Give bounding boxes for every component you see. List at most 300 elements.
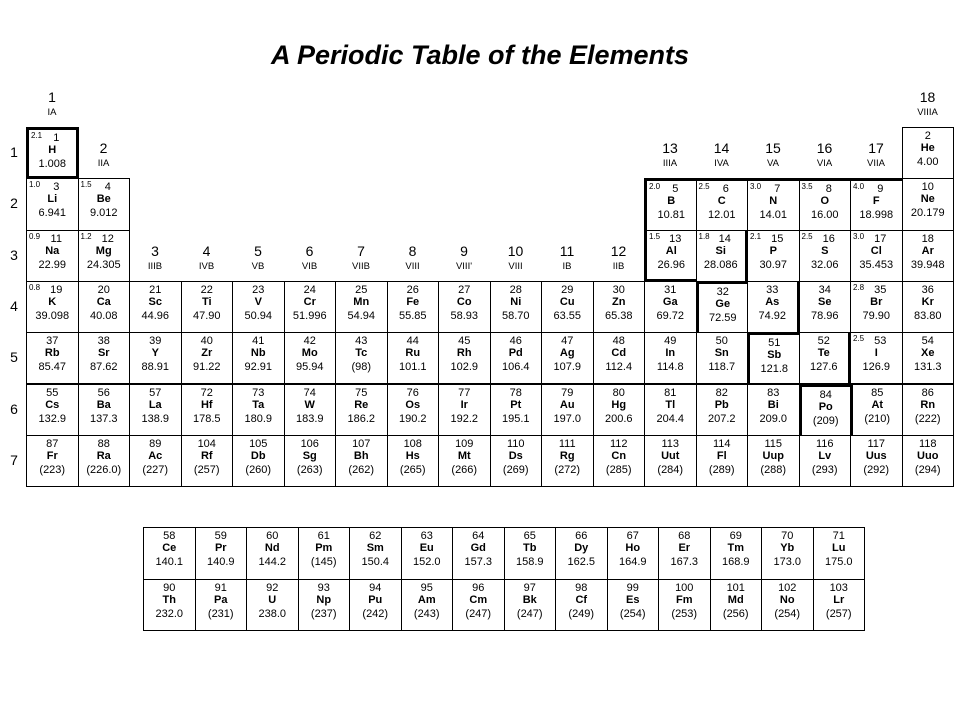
group-header (387, 243, 439, 273)
atomic-mass: 197.0 (553, 412, 582, 425)
element-symbol: Uup (762, 449, 784, 462)
element-zr[interactable] (181, 332, 234, 384)
element-symbol: Fr (46, 449, 58, 462)
element-cl[interactable] (850, 230, 903, 282)
element-cf[interactable] (555, 579, 608, 632)
atomic-mass: 144.2 (258, 556, 287, 568)
atomic-mass: 232.0 (155, 607, 184, 620)
atomic-mass: 55.85 (398, 309, 427, 322)
electronegativity: 2.1 (750, 231, 762, 241)
electronegativity: 1.8 (698, 231, 710, 241)
element-symbol: Br (870, 295, 883, 308)
element-ho[interactable] (607, 527, 660, 580)
atomic-mass: 107.9 (553, 361, 582, 374)
element-bk[interactable] (504, 579, 557, 632)
element-h[interactable] (26, 127, 79, 179)
element-bh[interactable] (335, 435, 388, 487)
element-ni[interactable] (490, 281, 543, 333)
atomic-mass: 22.99 (38, 258, 67, 271)
element-db[interactable] (232, 435, 285, 487)
element-zn[interactable] (593, 281, 646, 333)
element-hf[interactable] (181, 384, 234, 436)
atomic-mass: 132.9 (38, 412, 67, 425)
atomic-mass: 1.008 (38, 158, 67, 170)
element-rf[interactable] (181, 435, 234, 487)
group-number: 16 (816, 140, 833, 157)
element-al[interactable] (644, 230, 697, 282)
atomic-mass: (263) (296, 463, 323, 476)
element-symbol: Mo (301, 347, 318, 360)
element-cr[interactable] (284, 281, 337, 333)
element-w[interactable] (284, 384, 337, 436)
group-roman: IB (562, 260, 572, 272)
element-se[interactable] (799, 281, 852, 333)
element-symbol: Cf (575, 593, 588, 606)
atomic-mass: (247) (516, 607, 543, 620)
element-gd[interactable] (452, 527, 505, 580)
element-fr[interactable] (26, 435, 79, 487)
atomic-mass: 207.2 (707, 412, 736, 425)
atomic-number: 16 (822, 232, 835, 245)
element-sn[interactable] (696, 332, 749, 384)
element-symbol: Hf (200, 398, 213, 411)
atomic-mass: (284) (657, 463, 684, 476)
element-b[interactable] (644, 178, 697, 230)
atomic-mass: 65.38 (604, 309, 633, 322)
element-rb[interactable] (26, 332, 79, 384)
element-mg[interactable] (78, 230, 131, 282)
electronegativity: 2.0 (649, 182, 661, 192)
group-roman: IIIA (662, 158, 678, 170)
element-k[interactable] (26, 281, 79, 333)
atomic-mass: (266) (451, 463, 478, 476)
atomic-mass: 126.9 (862, 361, 891, 374)
element-uup[interactable] (747, 435, 800, 487)
element-uus[interactable] (850, 435, 903, 487)
element-symbol: Ni (510, 295, 522, 308)
element-symbol: As (765, 295, 780, 308)
atomic-number: 82 (715, 386, 728, 399)
element-symbol: V (254, 295, 262, 308)
element-symbol: U (268, 593, 277, 606)
element-mt[interactable] (438, 435, 491, 487)
group-header (747, 140, 799, 170)
element-pb[interactable] (696, 384, 749, 436)
group-header (78, 140, 130, 170)
element-pa[interactable] (195, 579, 248, 632)
element-symbol: Co (456, 295, 472, 308)
atomic-number: 46 (509, 335, 522, 348)
atomic-mass: 140.1 (155, 556, 184, 568)
element-ge[interactable] (696, 281, 749, 333)
atomic-number: 62 (369, 530, 382, 542)
element-cm[interactable] (452, 579, 505, 632)
element-as[interactable] (747, 281, 800, 333)
group-roman: VIII' (455, 260, 473, 272)
atomic-number: 100 (675, 581, 694, 594)
atomic-number: 106 (300, 437, 319, 450)
atomic-mass: 79.90 (862, 309, 891, 322)
electronegativity: 2.5 (853, 334, 865, 344)
element-tb[interactable] (504, 527, 557, 580)
element-sc[interactable] (129, 281, 182, 333)
element-symbol: Fe (406, 295, 420, 308)
atomic-mass: (292) (863, 463, 890, 476)
atomic-number: 22 (200, 283, 213, 296)
element-ar[interactable] (902, 230, 955, 282)
atomic-mass: 47.90 (192, 309, 221, 322)
atomic-mass: 51.996 (292, 309, 327, 322)
period-label: 5 (10, 349, 18, 366)
atomic-mass: (256) (722, 607, 749, 620)
element-hg[interactable] (593, 384, 646, 436)
element-cn[interactable] (593, 435, 646, 487)
atomic-number: 44 (406, 335, 419, 348)
atomic-number: 72 (200, 386, 213, 399)
element-symbol: Bh (353, 449, 369, 462)
atomic-number: 102 (778, 581, 797, 594)
atomic-number: 43 (355, 335, 368, 348)
atomic-mass: 18.998 (859, 209, 894, 222)
group-roman: VIIA (867, 158, 885, 170)
element-symbol: Pu (368, 593, 383, 606)
element-la[interactable] (129, 384, 182, 436)
element-symbol: Kr (921, 295, 934, 308)
element-te[interactable] (799, 332, 852, 384)
element-i[interactable] (850, 332, 903, 384)
atomic-mass: 74.92 (758, 309, 787, 322)
element-md[interactable] (710, 579, 763, 632)
atomic-mass: 238.0 (258, 607, 287, 620)
element-dy[interactable] (555, 527, 608, 580)
element-at[interactable] (850, 384, 903, 436)
atomic-number: 19 (50, 283, 63, 296)
atomic-mass: (254) (774, 607, 801, 620)
element-pd[interactable] (490, 332, 543, 384)
element-ag[interactable] (541, 332, 594, 384)
atomic-mass: (294) (914, 463, 941, 476)
element-fe[interactable] (387, 281, 440, 333)
element-symbol: Cm (469, 593, 488, 606)
element-ra[interactable] (78, 435, 131, 487)
element-symbol: Db (250, 449, 266, 462)
atomic-mass: (254) (619, 607, 646, 620)
group-roman: IIB (612, 260, 625, 272)
group-roman: IVA (714, 158, 729, 170)
element-xe[interactable] (902, 332, 955, 384)
element-pm[interactable] (298, 527, 351, 580)
atomic-mass: (260) (245, 463, 272, 476)
atomic-number: 30 (612, 283, 625, 296)
atomic-number: 35 (874, 283, 887, 296)
atomic-number: 51 (768, 337, 781, 350)
atomic-mass: (257) (193, 463, 220, 476)
atomic-number: 28 (509, 283, 522, 296)
group-roman: VA (767, 158, 779, 170)
atomic-mass: 112.4 (605, 361, 633, 374)
element-br[interactable] (850, 281, 903, 333)
atomic-mass: 44.96 (141, 309, 170, 322)
element-cu[interactable] (541, 281, 594, 333)
element-np[interactable] (298, 579, 351, 632)
atomic-number: 59 (214, 530, 227, 542)
element-th[interactable] (143, 579, 196, 632)
atomic-number: 118 (918, 437, 937, 450)
element-symbol: Pa (214, 593, 228, 606)
element-symbol: Cl (870, 244, 882, 257)
element-symbol: Hs (405, 449, 420, 462)
element-symbol: Zn (612, 295, 626, 308)
element-o[interactable] (799, 178, 852, 230)
element-uut[interactable] (644, 435, 697, 487)
atomic-mass: 20.179 (910, 207, 945, 220)
element-sb[interactable] (747, 332, 800, 384)
group-number: 17 (868, 140, 884, 157)
element-lv[interactable] (799, 435, 852, 487)
element-n[interactable] (747, 178, 800, 230)
atomic-mass: 32.06 (810, 258, 839, 271)
atomic-mass: 26.96 (657, 258, 686, 271)
element-symbol: Sc (148, 295, 162, 308)
element-re[interactable] (335, 384, 388, 436)
element-mo[interactable] (284, 332, 337, 384)
atomic-mass: 39.098 (35, 309, 70, 322)
atomic-mass: 35.453 (859, 258, 894, 271)
element-symbol: Ba (96, 398, 111, 411)
element-c[interactable] (696, 178, 749, 230)
element-symbol: Rn (920, 398, 936, 411)
atomic-number: 9 (877, 183, 884, 196)
atomic-mass: 28.086 (703, 258, 738, 271)
element-ce[interactable] (143, 527, 196, 580)
element-cd[interactable] (593, 332, 646, 384)
element-ta[interactable] (232, 384, 285, 436)
element-cs[interactable] (26, 384, 79, 436)
element-pr[interactable] (195, 527, 248, 580)
atomic-number: 21 (149, 283, 162, 296)
element-si[interactable] (696, 230, 749, 282)
element-uuo[interactable] (902, 435, 955, 487)
element-ba[interactable] (78, 384, 131, 436)
element-symbol: Pt (510, 398, 522, 411)
element-symbol: Fm (676, 593, 693, 606)
element-symbol: H (48, 144, 57, 156)
atomic-mass: (222) (914, 412, 941, 425)
element-po[interactable] (799, 384, 852, 436)
group-number: 4 (202, 242, 211, 259)
element-symbol: Lu (832, 542, 846, 554)
element-rn[interactable] (902, 384, 955, 436)
element-li[interactable] (26, 178, 79, 230)
atomic-number: 83 (767, 386, 780, 399)
element-tc[interactable] (335, 332, 388, 384)
atomic-mass: (226.0) (86, 463, 122, 476)
element-tm[interactable] (710, 527, 763, 580)
atomic-number: 41 (252, 335, 265, 348)
element-symbol: Mn (353, 295, 370, 308)
atomic-mass: 69.72 (656, 309, 685, 322)
element-symbol: Sn (714, 347, 729, 360)
atomic-mass: (288) (760, 463, 787, 476)
element-co[interactable] (438, 281, 491, 333)
element-rh[interactable] (438, 332, 491, 384)
atomic-number: 63 (420, 530, 433, 542)
element-sg[interactable] (284, 435, 337, 487)
atomic-mass: 50.94 (244, 309, 273, 322)
atomic-number: 17 (874, 232, 887, 245)
atomic-number: 8 (825, 183, 832, 196)
element-rg[interactable] (541, 435, 594, 487)
element-fl[interactable] (696, 435, 749, 487)
atomic-number: 47 (561, 335, 574, 348)
atomic-number: 20 (97, 283, 110, 296)
element-lu[interactable] (813, 527, 866, 580)
element-os[interactable] (387, 384, 440, 436)
atomic-mass: (98) (351, 361, 372, 374)
atomic-mass: 138.9 (141, 412, 170, 425)
group-roman: VIIB (352, 260, 370, 272)
element-au[interactable] (541, 384, 594, 436)
element-symbol: Yb (780, 542, 795, 554)
element-nd[interactable] (246, 527, 299, 580)
atomic-number: 68 (678, 530, 691, 542)
atomic-mass: 24.305 (86, 258, 121, 271)
element-eu[interactable] (401, 527, 454, 580)
period-label: 3 (10, 246, 18, 263)
atomic-number: 71 (832, 530, 845, 542)
element-sr[interactable] (78, 332, 131, 384)
atomic-number: 31 (664, 283, 677, 296)
element-es[interactable] (607, 579, 660, 632)
group-header (335, 243, 387, 273)
atomic-number: 49 (664, 335, 677, 348)
group-number: 5 (254, 242, 262, 259)
element-symbol: Cu (559, 295, 575, 308)
element-symbol: Rg (559, 449, 575, 462)
element-lr[interactable] (813, 579, 866, 632)
element-mn[interactable] (335, 281, 388, 333)
element-fm[interactable] (658, 579, 711, 632)
element-symbol: Ar (921, 244, 934, 257)
element-yb[interactable] (761, 527, 814, 580)
element-bi[interactable] (747, 384, 800, 436)
group-number: 15 (765, 140, 781, 157)
atomic-mass: 40.08 (89, 309, 118, 322)
element-symbol: Po (818, 400, 833, 413)
element-y[interactable] (129, 332, 182, 384)
element-symbol: Uut (661, 449, 680, 462)
element-ga[interactable] (644, 281, 697, 333)
atomic-number: 23 (252, 283, 265, 296)
atomic-number: 65 (523, 530, 536, 542)
element-p[interactable] (747, 230, 800, 282)
element-symbol: Ca (96, 295, 111, 308)
period-label: 7 (10, 451, 18, 468)
group-number: 12 (610, 242, 627, 259)
atomic-mass: (272) (554, 463, 581, 476)
element-er[interactable] (658, 527, 711, 580)
atomic-number: 84 (819, 388, 832, 401)
element-symbol: Ce (162, 542, 177, 554)
element-he[interactable] (902, 127, 955, 179)
element-na[interactable] (26, 230, 79, 282)
group-number: 11 (559, 242, 575, 259)
group-number: 3 (151, 242, 159, 259)
group-roman: VIII (405, 260, 420, 272)
element-symbol: Am (417, 593, 436, 606)
element-symbol: Bi (767, 398, 779, 411)
element-hs[interactable] (387, 435, 440, 487)
group-header (644, 140, 696, 170)
element-ru[interactable] (387, 332, 440, 384)
atomic-number: 26 (406, 283, 419, 296)
element-u[interactable] (246, 579, 299, 632)
element-ac[interactable] (129, 435, 182, 487)
element-ti[interactable] (181, 281, 234, 333)
element-symbol: Ra (96, 449, 111, 462)
atomic-mass: (289) (708, 463, 735, 476)
atomic-number: 79 (561, 386, 574, 399)
element-s[interactable] (799, 230, 852, 282)
element-ca[interactable] (78, 281, 131, 333)
atomic-number: 78 (509, 386, 522, 399)
element-symbol: K (48, 295, 57, 308)
element-symbol: Cd (611, 347, 627, 360)
group-roman: IA (47, 107, 57, 118)
element-ne[interactable] (902, 178, 955, 230)
atomic-mass: 192.2 (450, 412, 479, 425)
atomic-number: 74 (303, 386, 316, 399)
element-symbol: W (304, 398, 315, 411)
element-symbol: Rh (456, 347, 472, 360)
element-pu[interactable] (349, 579, 402, 632)
atomic-mass: 101.1 (398, 361, 427, 374)
element-sm[interactable] (349, 527, 402, 580)
element-nb[interactable] (232, 332, 285, 384)
element-symbol: Ru (405, 347, 421, 360)
atomic-number: 75 (355, 386, 368, 399)
atomic-mass: 58.93 (450, 309, 479, 322)
element-be[interactable] (78, 178, 131, 230)
element-symbol: B (667, 195, 676, 208)
atomic-mass: 9.012 (89, 207, 118, 220)
atomic-number: 61 (317, 530, 330, 542)
element-symbol: Dy (574, 542, 589, 554)
group-roman: VB (251, 260, 265, 272)
element-ds[interactable] (490, 435, 543, 487)
element-pt[interactable] (490, 384, 543, 436)
element-in[interactable] (644, 332, 697, 384)
electronegativity: 1.2 (80, 231, 92, 241)
atomic-mass: 178.5 (192, 412, 221, 425)
page-title: A Periodic Table of the Elements (270, 40, 690, 70)
atomic-mass: 164.9 (618, 556, 647, 568)
element-symbol: In (665, 347, 676, 360)
atomic-number: 64 (472, 530, 485, 542)
element-tl[interactable] (644, 384, 697, 436)
element-v[interactable] (232, 281, 285, 333)
element-ir[interactable] (438, 384, 491, 436)
element-kr[interactable] (902, 281, 955, 333)
atomic-number: 69 (729, 530, 742, 542)
element-symbol: Al (665, 244, 677, 257)
element-am[interactable] (401, 579, 454, 632)
atomic-number: 104 (197, 437, 216, 450)
element-f[interactable] (850, 178, 903, 230)
atomic-number: 10 (921, 181, 934, 194)
electronegativity: 2.8 (853, 282, 865, 292)
element-no[interactable] (761, 579, 814, 632)
